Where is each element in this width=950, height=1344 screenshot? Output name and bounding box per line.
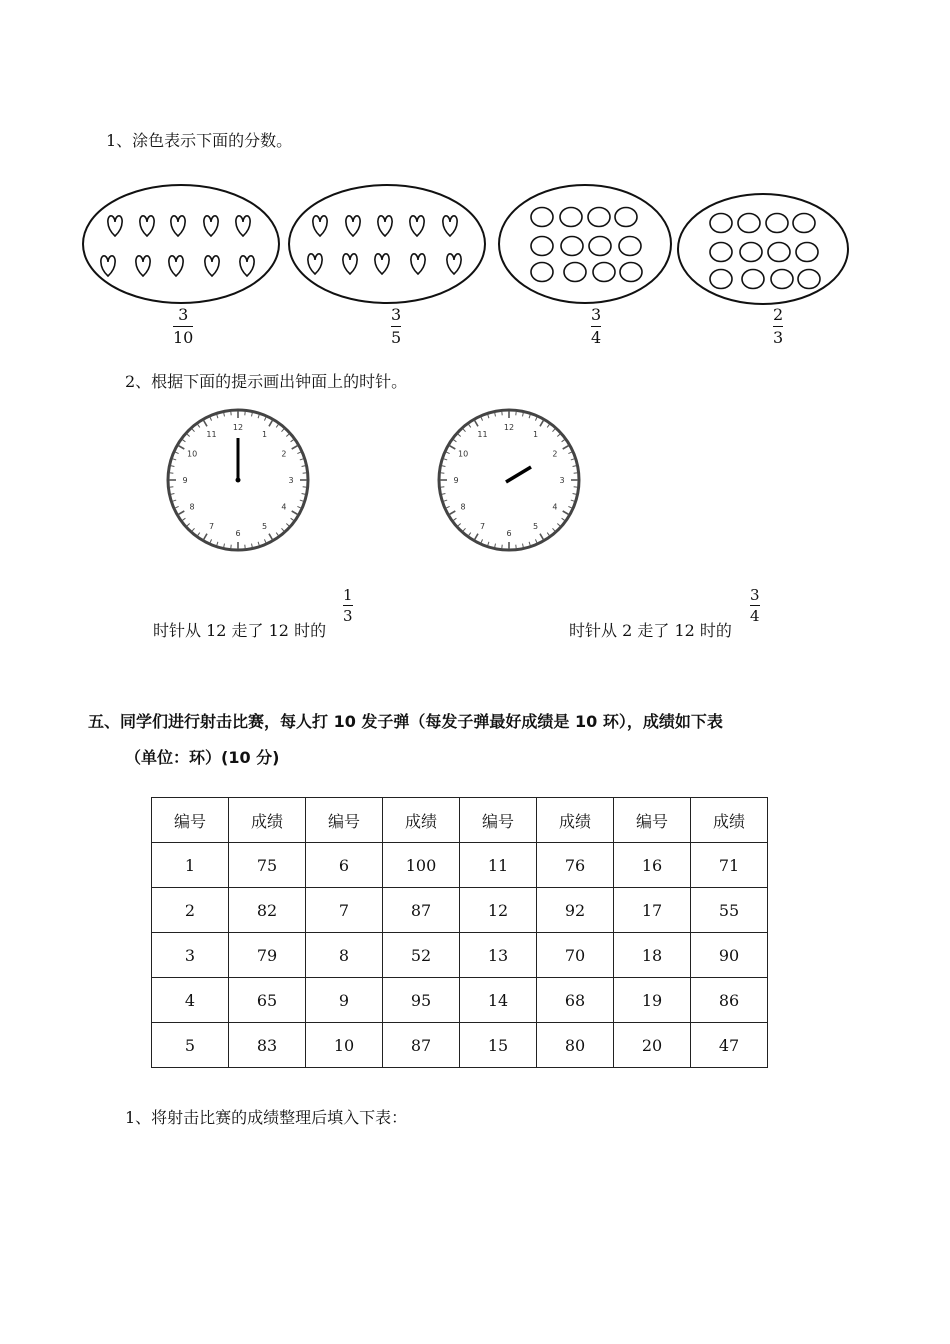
clock-number: 1 [261, 430, 268, 440]
table-row [152, 843, 768, 888]
fraction-numerator: 3 [178, 305, 189, 324]
table-cell: 82 [229, 888, 306, 933]
table-cell: 1 [152, 843, 229, 888]
circle-icon [766, 214, 788, 233]
clock-number: 9 [453, 476, 459, 485]
table-cell: 成绩 [537, 798, 614, 843]
heart-icon [308, 254, 322, 274]
heart-icon [240, 256, 254, 276]
table-cell: 65 [229, 978, 306, 1023]
fraction-denominator: 3 [773, 328, 784, 347]
table-cell: 55 [691, 888, 768, 933]
heart-icon [410, 216, 424, 236]
table-row [152, 933, 768, 978]
circle-icon [738, 214, 760, 233]
table-cell: 编号 [460, 798, 537, 843]
clock-number: 10 [187, 449, 198, 459]
table-row [152, 978, 768, 1023]
clock-face-2 [432, 405, 592, 555]
clock-number: 12 [503, 423, 515, 432]
heart-icon [313, 216, 327, 236]
circle-icon [564, 263, 586, 282]
fraction-2 [391, 305, 401, 348]
circle-icon [531, 263, 553, 282]
clock-caption-1: 时针从 12 走了 12 时的 [153, 621, 327, 640]
table-cell: 4 [152, 978, 229, 1023]
heart-icon [346, 216, 360, 236]
table-cell: 8 [306, 933, 383, 978]
fraction-denominator: 5 [391, 328, 402, 347]
table-cell: 编号 [614, 798, 691, 843]
clock-number: 2 [552, 449, 558, 459]
clock-number: 7 [479, 521, 486, 531]
ellipse-group-4 [678, 194, 848, 304]
table-cell: 15 [460, 1023, 537, 1068]
heart-icon [171, 216, 185, 236]
fraction-denominator: 4 [750, 607, 760, 625]
ellipse-group-1 [83, 185, 279, 303]
circle-icon [742, 270, 764, 289]
clock-number: 12 [232, 423, 244, 432]
table-cell: 75 [229, 843, 306, 888]
table-cell: 19 [614, 978, 691, 1023]
clock-number: 3 [559, 476, 565, 485]
caption-fraction-1 [343, 586, 353, 625]
table-cell: 79 [229, 933, 306, 978]
table-cell: 17 [614, 888, 691, 933]
circle-icon [593, 263, 615, 282]
table-row [152, 1023, 768, 1068]
clock-number: 8 [460, 502, 466, 512]
table-cell: 90 [691, 933, 768, 978]
clock-number: 6 [506, 529, 512, 538]
caption-fraction-2 [750, 586, 760, 625]
clock-number: 1 [532, 430, 539, 440]
table-cell: 13 [460, 933, 537, 978]
table-cell: 68 [537, 978, 614, 1023]
question-2-text: 2、根据下面的提示画出钟面上的时针。 [125, 372, 408, 391]
heart-icon [108, 216, 122, 236]
table-cell: 100 [383, 843, 460, 888]
clock-number: 5 [261, 521, 268, 531]
shape-groups [0, 0, 950, 310]
table-cell: 18 [614, 933, 691, 978]
clock-hand [506, 467, 531, 482]
heart-icon [378, 216, 392, 236]
table-cell: 87 [383, 1023, 460, 1068]
table-cell: 80 [537, 1023, 614, 1068]
table-cell: 70 [537, 933, 614, 978]
clock-number: 11 [206, 430, 217, 440]
clock-number: 11 [477, 430, 488, 440]
clock-number: 4 [281, 502, 287, 512]
clock-number: 3 [288, 476, 294, 485]
table-cell: 6 [306, 843, 383, 888]
circle-icon [710, 243, 732, 262]
table-cell: 10 [306, 1023, 383, 1068]
ellipse-group-3 [499, 185, 671, 303]
score-table [151, 797, 768, 1068]
question-5-1-text: 1、将射击比赛的成绩整理后填入下表： [125, 1108, 408, 1127]
table-cell: 76 [537, 843, 614, 888]
table-cell: 71 [691, 843, 768, 888]
heart-icon [101, 256, 115, 276]
table-cell: 编号 [152, 798, 229, 843]
heart-icon [443, 216, 457, 236]
fraction-numerator: 3 [750, 586, 760, 604]
table-cell: 14 [460, 978, 537, 1023]
circle-icon [561, 237, 583, 256]
clock-number: 6 [235, 529, 241, 538]
heart-icon [343, 254, 357, 274]
fraction-4 [773, 305, 783, 348]
table-cell: 86 [691, 978, 768, 1023]
table-cell: 47 [691, 1023, 768, 1068]
fraction-denominator: 4 [591, 328, 602, 347]
clock-number: 2 [281, 449, 287, 459]
table-cell: 成绩 [229, 798, 306, 843]
clock-face-1 [160, 405, 320, 555]
circle-icon [771, 270, 793, 289]
table-cell: 87 [383, 888, 460, 933]
circle-icon [768, 243, 790, 262]
table-cell: 成绩 [383, 798, 460, 843]
table-cell: 20 [614, 1023, 691, 1068]
table-cell: 52 [383, 933, 460, 978]
fraction-denominator: 3 [343, 607, 353, 625]
circle-icon [615, 208, 637, 227]
circle-icon [710, 270, 732, 289]
ellipse-group-2 [289, 185, 485, 303]
table-header-row [152, 798, 768, 843]
circle-icon [620, 263, 642, 282]
heart-icon [236, 216, 250, 236]
table-cell: 16 [614, 843, 691, 888]
circle-icon [560, 208, 582, 227]
table-cell: 83 [229, 1023, 306, 1068]
table-cell: 5 [152, 1023, 229, 1068]
fraction-3 [591, 305, 601, 348]
clock-number: 7 [208, 521, 215, 531]
circle-icon [798, 270, 820, 289]
fraction-denominator: 10 [173, 328, 194, 347]
heart-icon [136, 256, 150, 276]
fraction-1 [173, 305, 193, 348]
clock-number: 8 [189, 502, 195, 512]
heart-icon [205, 256, 219, 276]
circle-icon [796, 243, 818, 262]
clock-number: 5 [532, 521, 539, 531]
circle-icon [793, 214, 815, 233]
table-cell: 92 [537, 888, 614, 933]
clock-number: 4 [552, 502, 558, 512]
circle-icon [589, 237, 611, 256]
clock-number: 9 [182, 476, 188, 485]
circle-icon [531, 237, 553, 256]
fraction-numerator: 3 [591, 305, 602, 324]
fraction-numerator: 3 [391, 305, 402, 324]
heart-icon [169, 256, 183, 276]
heart-icon [140, 216, 154, 236]
table-cell: 成绩 [691, 798, 768, 843]
table-cell: 编号 [306, 798, 383, 843]
table-cell: 11 [460, 843, 537, 888]
circle-icon [619, 237, 641, 256]
circle-icon [740, 243, 762, 262]
table-cell: 95 [383, 978, 460, 1023]
heart-icon [447, 254, 461, 274]
table-cell: 9 [306, 978, 383, 1023]
fraction-numerator: 2 [773, 305, 784, 324]
table-cell: 3 [152, 933, 229, 978]
heart-icon [375, 254, 389, 274]
fraction-numerator: 1 [343, 586, 353, 604]
table-cell: 7 [306, 888, 383, 933]
clock-number: 10 [458, 449, 469, 459]
table-cell: 12 [460, 888, 537, 933]
heart-icon [204, 216, 218, 236]
section-5-heading: 五、同学们进行射击比赛，每人打 10 发子弹（每发子弹最好成绩是 10 环），成绩如下表 [88, 712, 723, 731]
circle-icon [710, 214, 732, 233]
table-row [152, 888, 768, 933]
circle-icon [588, 208, 610, 227]
question-1-text: 1、涂色表示下面的分数。 [106, 131, 293, 150]
section-5-unit: （单位：环）(10 分) [125, 748, 280, 767]
heart-icon [411, 254, 425, 274]
circle-icon [531, 208, 553, 227]
clock-caption-2: 时针从 2 走了 12 时的 [569, 621, 732, 640]
table-cell: 2 [152, 888, 229, 933]
